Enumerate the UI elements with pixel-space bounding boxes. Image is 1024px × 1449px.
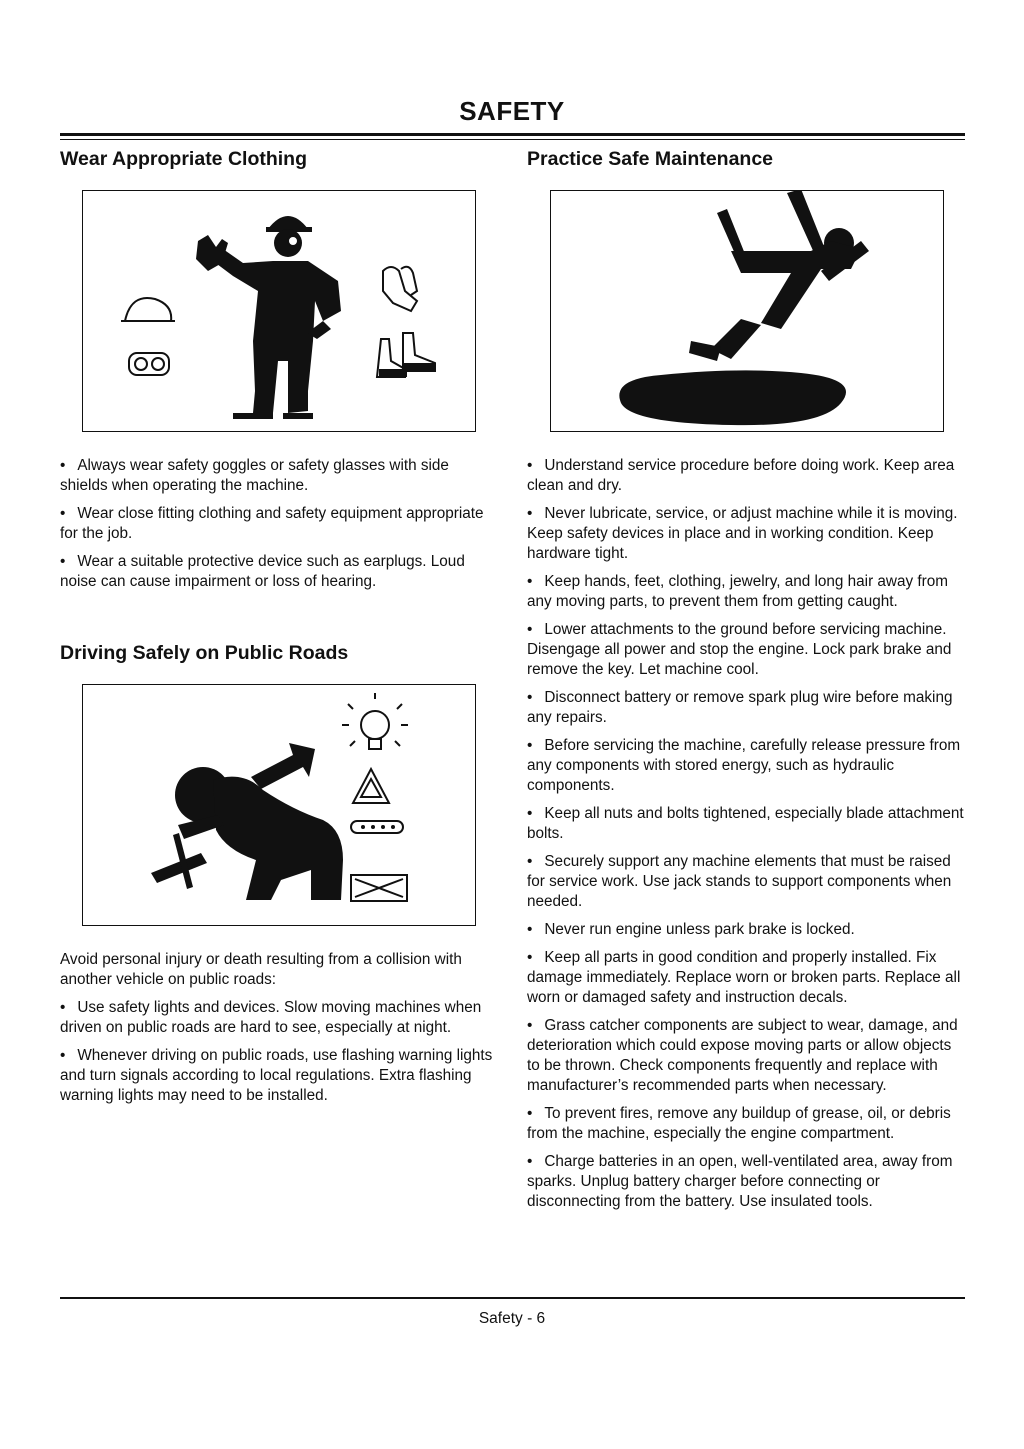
list-item-text: Grass catcher components are subject to wear, damage, and deterioration which could expose moving parts or allow objects to be thrown. Check components frequently and replace with manufacturer’s recommended parts when necessary. [527, 1017, 958, 1094]
list-item [527, 456, 967, 496]
list-item-text: Always wear safety goggles or safety glasses with side shields when operating the machine. [60, 457, 449, 494]
slip-fall-illustration [550, 190, 944, 432]
roads-intro: Avoid personal injury or death resulting from a collision with another vehicle on public roads: [60, 951, 462, 988]
list-item [527, 1104, 967, 1144]
list-item-text: Charge batteries in an open, well-ventilated area, away from sparks. Unplug battery charger before connecting or disconnecting from the battery. Use insulated tools. [527, 1153, 953, 1210]
bullet: • [527, 1105, 533, 1122]
bullet: • [527, 1153, 533, 1170]
list-item [60, 552, 495, 592]
footer-rule [60, 1297, 965, 1299]
maintenance-list [527, 456, 967, 1212]
road-safety-illustration [82, 684, 476, 926]
bullet: • [527, 921, 533, 938]
bullet: • [60, 505, 66, 522]
left-column [60, 146, 495, 1114]
bullet: • [527, 689, 533, 706]
list-item [527, 920, 967, 940]
header-rule-thin [60, 139, 965, 140]
list-item [527, 688, 967, 728]
header-rule-thick [60, 133, 965, 136]
list-item-text: Keep all parts in good condition and properly installed. Fix damage immediately. Replace worn or broken parts. Replace all worn or damaged safety and instruction decals. [527, 949, 961, 1006]
list-item-text: Keep hands, feet, clothing, jewelry, and long hair away from any moving parts, to prevent them from getting caught. [527, 573, 948, 610]
list-item-text: Wear close fitting clothing and safety equipment appropriate for the job. [60, 505, 484, 542]
maintenance-heading: Practice Safe Maintenance [527, 148, 774, 170]
list-item [527, 504, 967, 564]
bullet: • [527, 573, 533, 590]
list-item-text: Disconnect battery or remove spark plug wire before making any repairs. [527, 689, 953, 726]
list-item [527, 620, 967, 680]
list-item [527, 1152, 967, 1212]
list-item [527, 852, 967, 912]
list-item [60, 1046, 495, 1106]
bullet: • [60, 457, 66, 474]
roads-heading: Driving Safely on Public Roads [60, 642, 349, 664]
bullet: • [527, 805, 533, 822]
list-item-text: Use safety lights and devices. Slow moving machines when driven on public roads are hard to see, especially at night. [60, 999, 482, 1036]
right-column [527, 146, 967, 1220]
bullet: • [527, 621, 533, 638]
list-item-text: Keep all nuts and bolts tightened, especially blade attachment bolts. [527, 805, 964, 842]
bullet: • [527, 505, 533, 522]
bullet: • [527, 853, 533, 870]
list-item-text: Understand service procedure before doing work. Keep area clean and dry. [527, 457, 955, 494]
list-item-text: Lower attachments to the ground before servicing machine. Disengage all power and stop the engine. Lock park brake and remove the key. Let machine cool. [527, 621, 952, 678]
bullet: • [527, 737, 533, 754]
list-item-text: Never run engine unless park brake is locked. [544, 921, 855, 938]
list-item-text: Before servicing the machine, carefully release pressure from any components with stored energy, such as hydraulic components. [527, 737, 961, 794]
list-item [60, 456, 495, 496]
roads-text [60, 950, 495, 1106]
bullet: • [60, 1047, 66, 1064]
clothing-heading: Wear Appropriate Clothing [60, 148, 308, 170]
list-item-text: Whenever driving on public roads, use flashing warning lights and turn signals according to local regulations. Extra flashing warning lights may need to be installed. [60, 1047, 493, 1104]
bullet: • [527, 1017, 533, 1034]
protective-clothing-illustration [82, 190, 476, 432]
page-footer: Safety - 6 [478, 1310, 546, 1327]
list-item [527, 1016, 967, 1096]
list-item-text: Securely support any machine elements that must be raised for service work. Use jack stands to support components when needed. [527, 853, 952, 910]
list-item-text: To prevent fires, remove any buildup of grease, oil, or debris from the machine, especially the engine compartment. [527, 1105, 951, 1142]
page-title: SAFETY [459, 96, 565, 126]
list-item [527, 948, 967, 1008]
list-item [527, 572, 967, 612]
list-item [60, 504, 495, 544]
list-item [527, 804, 967, 844]
clothing-list [60, 456, 495, 592]
bullet: • [60, 999, 66, 1016]
list-item-text: Wear a suitable protective device such as earplugs. Loud noise can cause impairment or loss of hearing. [60, 553, 465, 590]
bullet: • [527, 457, 533, 474]
list-item [60, 998, 495, 1038]
bullet: • [60, 553, 66, 570]
list-item-text: Never lubricate, service, or adjust machine while it is moving. Keep safety devices in place and in working condition. Keep hardware tight. [527, 505, 958, 562]
bullet: • [527, 949, 533, 966]
list-item [527, 736, 967, 796]
